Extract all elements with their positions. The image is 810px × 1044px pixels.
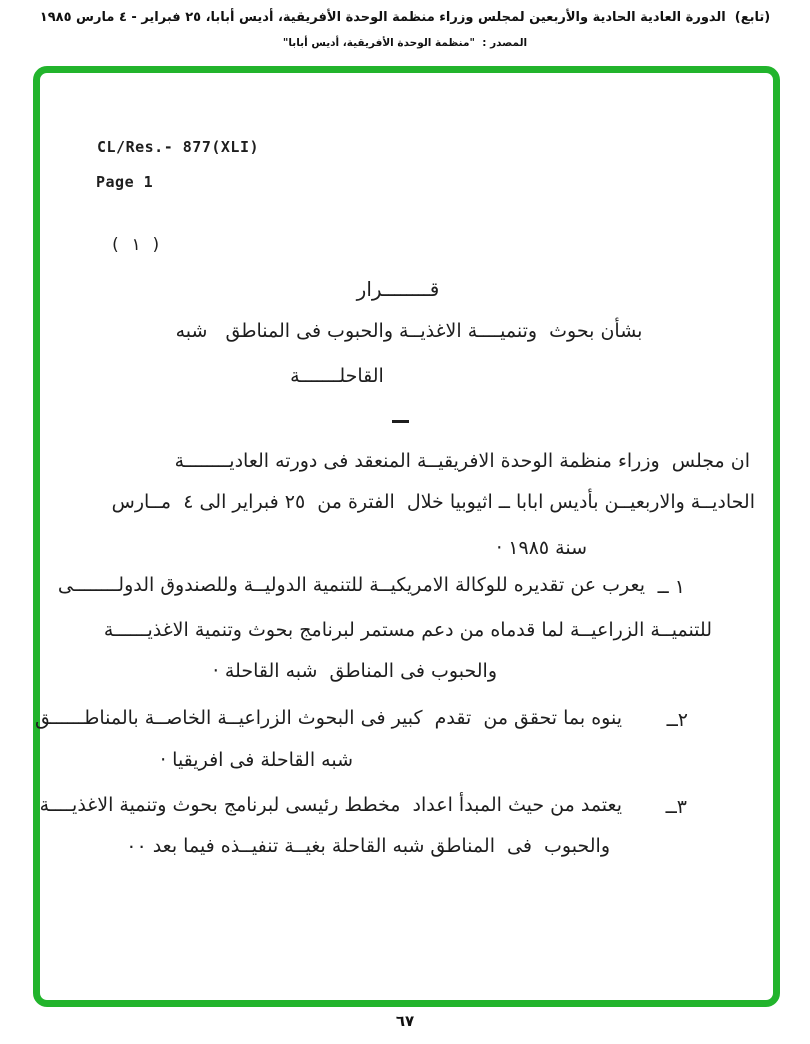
catalog-source-line: المصدر : "منظمة الوحدة الأفريقية، أديس أبابا" xyxy=(282,37,528,49)
resolution-subject-line-1: بشأن بحوث وتنميــــة الاغذيــة والحبوب فى المناطق شبه xyxy=(175,320,643,342)
document-highlight-frame xyxy=(33,66,780,1007)
resolution-subject-line-2: القاحلـــــــة xyxy=(290,365,384,387)
item-2-number: ٢ــ xyxy=(666,709,688,731)
item-1-number: ١ ــ xyxy=(657,576,685,598)
item-3-number: ٣ــ xyxy=(665,796,687,818)
footer-page-number: ٦٧ xyxy=(395,1012,415,1030)
resolution-title: قــــــــرار xyxy=(356,277,440,301)
preamble-line-2: الحاديــة والاربعيــن بأديس ابابا ــ اثيوبيا خلال الفترة من ٢٥ فبراير الى ٤ مــارس xyxy=(111,491,755,513)
catalog-session-line: (تابع) الدورة العادية الحادية والأربعين لمجلس وزراء منظمة الوحدة الأفريقية، أديس أبابا، ٢٥ فبراير - ٤ مارس ١٩٨٥ xyxy=(39,10,771,25)
copy-marker: ( ١ ) xyxy=(110,235,162,255)
item-1-line-3: والحبوب فى المناطق شبه القاحلة · xyxy=(212,660,497,682)
item-1-line-2: للتنميــة الزراعيــة لما قدماه من دعم مستمر لبرنامج بحوث وتنمية الاغذيــــــة xyxy=(103,619,712,641)
item-1-line-1: يعرب عن تقديره للوكالة الامريكيــة للتنمية الدوليــة وللصندوق الدولــــــــى xyxy=(57,574,645,596)
doc-reference: CL/Res.- 877(XLI) xyxy=(97,138,260,156)
item-3-line-2: والحبوب فى المناطق شبه القاحلة بغيــة تنفيــذه فيما بعد ٠٠ xyxy=(126,835,610,857)
item-3-line-1: يعتمد من حيث المبدأ اعداد مخطط رئيسى لبرنامج بحوث وتنمية الاغذيــــة xyxy=(39,794,622,816)
item-2-line-2: شبه القاحلة فى افريقيا · xyxy=(160,749,353,771)
item-2-line-1: ينوه بما تحقق من تقدم كبير فى البحوث الزراعيــة الخاصــة بالمناطــــــق xyxy=(34,707,622,729)
preamble-line-3: سنة ١٩٨٥ · xyxy=(496,537,587,559)
doc-page-label: Page 1 xyxy=(96,173,154,191)
preamble-line-1: ان مجلس وزراء منظمة الوحدة الافريقيــة المنعقد فى دورته العاديــــــــة xyxy=(174,450,750,472)
title-divider xyxy=(392,420,409,423)
